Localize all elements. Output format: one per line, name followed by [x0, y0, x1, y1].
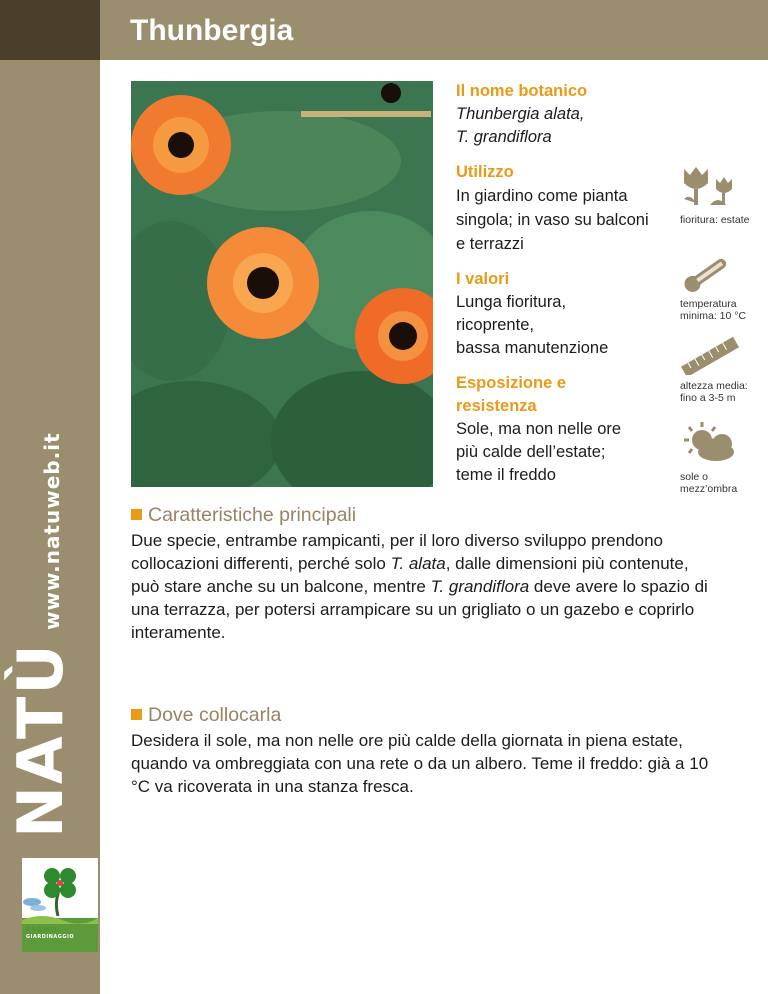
height-block	[680, 335, 748, 404]
botanical-name-heading: Il nome botanico	[456, 82, 588, 100]
flower-illustration	[131, 81, 433, 487]
use-heading: Utilizzo	[456, 163, 514, 181]
exposure-block	[680, 420, 740, 495]
promo-giardinaggio-badge	[22, 858, 98, 952]
temperature-block	[680, 255, 746, 322]
flowering-caption: fioritura: estate	[680, 214, 750, 226]
use-text: In giardino come pianta singola; in vaso su balconi e terrazzi	[456, 187, 649, 253]
height-caption-1: altezza media:	[680, 380, 748, 392]
where-heading	[131, 704, 721, 727]
flower-1	[131, 95, 231, 195]
where-heading-text: Dove collocarla	[148, 704, 282, 726]
botanical-name-2: T. grandiflora	[456, 128, 552, 146]
badge-giardinaggio-text: GIARDINAGGIO	[26, 934, 75, 940]
thermometer-icon	[680, 255, 734, 293]
height-caption-2: fino a 3-5 m	[680, 392, 736, 404]
exposure-text: Sole, ma non nelle ore più calde dell’estate; teme il freddo	[456, 420, 622, 484]
flowering-block	[680, 165, 749, 226]
values-line-2: ricoprente,	[456, 316, 534, 334]
thunbergia-photo	[131, 81, 433, 487]
features-text-part-2: , dalle dimensioni più contenute, può stare anche su un balcone, mentre	[131, 554, 689, 596]
ruler-icon	[680, 335, 740, 375]
exposure-caption-2: mezz’ombra	[680, 483, 738, 495]
features-section	[131, 504, 721, 644]
where-section	[131, 704, 721, 798]
features-text-part-1: Due specie, entrambe rampicanti, per il loro diverso sviluppo prendono collocazioni differenti, perché solo	[131, 531, 664, 573]
orange-square-icon	[131, 509, 142, 520]
sidebar-corner	[0, 0, 100, 60]
exposure-heading-1: Esposizione e	[456, 374, 567, 392]
temperature-caption-1: temperatura	[680, 298, 737, 310]
temperature-caption-2: minima: 10 °C	[680, 310, 747, 322]
flower-2	[207, 227, 319, 339]
botanical-name-1: Thunbergia alata,	[456, 105, 585, 123]
features-species-2: T. grandiflora	[430, 577, 530, 596]
features-species-1: T. alata	[390, 554, 446, 573]
exposure-heading-2: resistenza	[456, 397, 537, 415]
values-line-1: Lunga fioritura,	[456, 293, 567, 311]
values-heading: I valori	[456, 270, 510, 288]
features-heading	[131, 504, 721, 527]
features-text	[131, 529, 721, 644]
sun-cloud-icon	[680, 420, 740, 466]
info-column	[456, 80, 656, 487]
features-heading-text: Caratteristiche principali	[148, 504, 357, 526]
features-text-part-3: deve avere lo spazio di una terrazza, per potersi arrampicare su un grigliato o un gazebo e coprirlo interamente.	[131, 577, 708, 642]
values-line-3: bassa manutenzione	[456, 339, 609, 357]
page-title: Thunbergia	[130, 14, 294, 47]
exposure-caption-1: sole o	[680, 471, 709, 483]
site-url[interactable]: www.natuweb.it	[40, 432, 64, 630]
brand-logo: NATÙ	[4, 642, 77, 838]
tulip-icon	[680, 165, 744, 209]
where-text: Desidera il sole, ma non nelle ore più calde della giornata in piena estate, quando va ombreggiata con una rete o da un albero. Teme il freddo: già a 10 °C va ricoverata in una stanza fresca.	[131, 731, 709, 796]
badge-promo-text: PROMO	[26, 926, 58, 934]
orange-square-icon	[131, 709, 142, 720]
